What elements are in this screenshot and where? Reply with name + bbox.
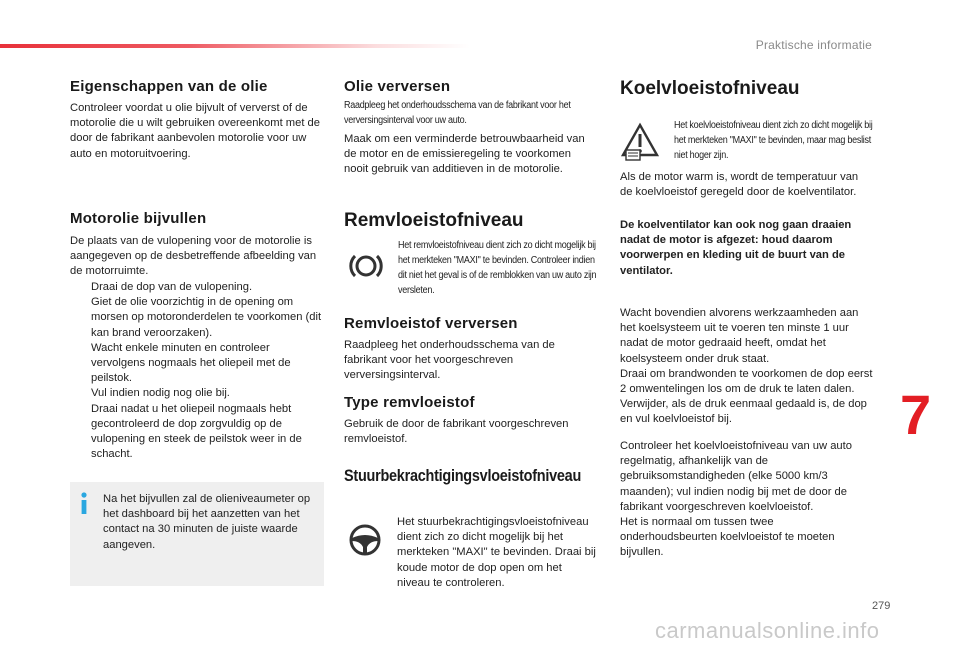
coolant-text-1: Als de motor warm is, wordt de temperatuur van de koelvloeistof geregeld door de koelventilator. [620,171,859,199]
section-header-title: Praktische informatie [755,38,872,52]
oil-fill-intro: De plaats van de vulopening voor de motorolie is aangegeven op de desbetreffende afbeelding van de motorruimte. [70,235,317,278]
brake-level-text: Het remvloeistofniveau dient zich zo dicht mogelijk bij het merkteken "MAXI" te bevinden. Controleer indien dit niet het geval is of de remblokken van uw auto zijn versleten. [398,240,597,296]
oil-fill-step [70,341,322,387]
oil-properties-text: Controleer voordat u olie bijvult of ververst of de motorolie die u wilt gebruiken overeenkomt met de door de fabrikant aanbevolen motorolie voor uw auto en motoruitvoering. [70,102,320,160]
oil-fill-step-text: Draai de dop van de vulopening. [91,281,253,293]
brake-change-text: Raadpleeg het onderhoudsschema van de fabrikant voor het voorgeschreven verversingsinterval. [344,339,555,382]
steering-level-text: Het stuurbekrachtigingsvloeistofniveau dient zich zo dicht mogelijk bij het merkteken "MAXI" te bevinden. Draai bij koude motor de dop open om het niveau te controleren. [397,516,596,589]
oil-fill-step-text: Draai nadat u het oliepeil nogmaals hebt gecontroleerd de dop zorgvuldig op de vulopening en steek de peilstok weer in de schacht. [91,402,302,461]
oil-change-text: Maak om een verminderde betrouwbaarheid van de motor en de emissieregeling te voorkomen nooit gebruik van additieven in de motorolie. [344,133,585,176]
oil-fill-step [70,295,322,341]
page-number: 279 [872,600,891,612]
coolant-text-3: Controleer het koelvloeistofniveau van uw auto regelmatig, afhankelijk van de gebruiksomstandigheden (elke 5000 km/3 maanden); vul indien nodig bij met de door de fabrikant voorgeschreven koelvloeistof. Het is normaal om tussen twee onderhoudsbeurten koelvloeistof te moeten bijvullen. [620,440,852,559]
info-text: Na het bijvullen zal de olieniveaumeter op het dashboard bij het aanzetten van het contact na 30 minuten de juiste waarde aangeven. [103,493,311,551]
oil-fill-step [70,402,322,463]
brake-level-title: Remvloeistofniveau [344,210,524,231]
info-box [70,482,324,586]
oil-fill-steps [70,280,322,462]
oil-fill-step [70,280,322,295]
coolant-level-title: Koelvloeistofniveau [620,78,800,99]
oil-fill-step [70,386,322,401]
brake-change-title: Remvloeistof verversen [344,315,518,332]
oil-change-title: Olie verversen [344,78,451,95]
steering-wheel-icon [348,523,382,557]
coolant-warning-text: De koelventilator kan ook nog gaan draaien nadat de motor is afgezet: houd daarom voorwerpen en kleding uit de buurt van de ventilator. [620,219,852,277]
brake-warning-icon [348,248,384,284]
coolant-icon-text: Het koelvloeistofniveau dient zich zo dicht mogelijk bij het merkteken "MAXI" te bevinden, maar mag beslist niet hoger zijn. [674,120,873,161]
oil-change-condensed: Raadpleeg het onderhoudsschema van de fabrikant voor het verversingsinterval voor uw auto. [344,100,571,126]
brake-type-text: Gebruik de door de fabrikant voorgeschreven remvloeistof. [344,418,569,446]
brake-type-title: Type remvloeistof [344,394,475,411]
coolant-warning-icon [620,122,660,162]
oil-fill-step-text: Vul indien nodig nog olie bij. [91,387,230,400]
info-icon [78,492,90,514]
coolant-text-2: Wacht bovendien alvorens werkzaamheden aan het koelsysteem uit te voeren ten minste 1 uur nadat de motor gedraaid heeft, omdat het koelsysteem onder druk staat. Draai om brandwonden te voorkomen de dop eerst 2 omwentelingen los om de druk te laten dalen. Verwijder, als de druk eenmaal gedaald is, de dop en vul koelvloeistof bij. [620,307,873,426]
oil-properties-title: Eigenschappen van de olie [70,78,268,95]
header-accent-bar [0,44,470,48]
steering-level-title: Stuurbekrachtigingsvloeistofniveau [344,466,582,485]
oil-fill-step-text: Wacht enkele minuten en controleer vervolgens nogmaals het oliepeil met de peilstok. [91,341,291,385]
oil-fill-step-text: Giet de olie voorzichtig in de opening om morsen op motoronderdelen te voorkomen (dit kan brand veroorzaken). [91,296,322,339]
chapter-number: 7 [900,383,932,446]
oil-fill-title: Motorolie bijvullen [70,210,207,227]
watermark: carmanualsonline.info [655,618,880,643]
